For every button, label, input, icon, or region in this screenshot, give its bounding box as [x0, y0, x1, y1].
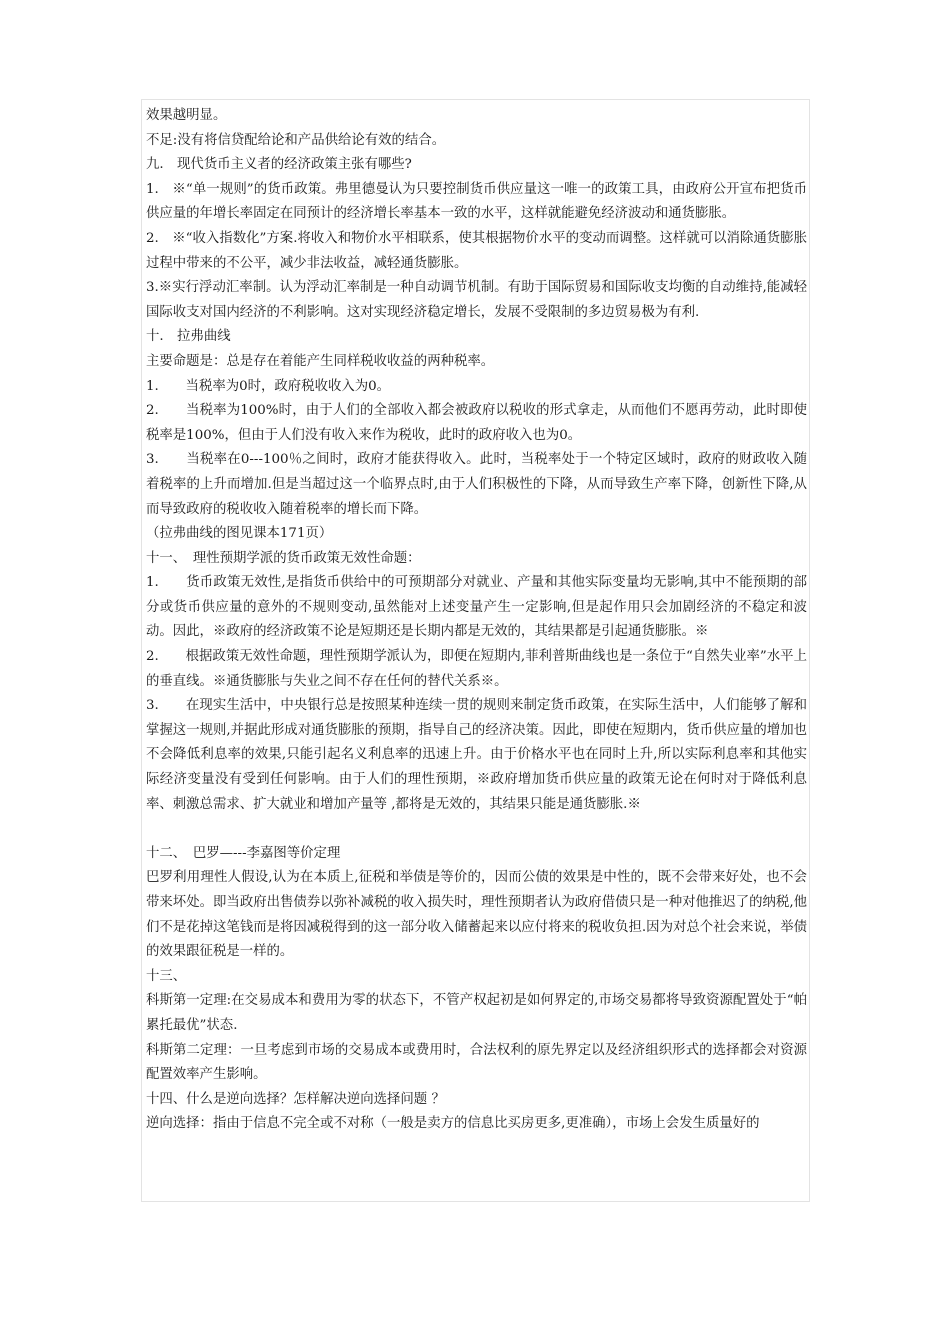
paragraph-11-1: 1. 货币政策无效性,是指货币供给中的可预期部分对就业、产量和其他实际变量均无影响,其中不能预期的部分或货币供应量的意外的不规则变动,虽然能对上述变量产生一定影响,但是起作用只会加剧经济的不稳定和波动。因此，※政府的经济政策不论是短期还是长期内都是无效的，其结果都是引起通货膨胀。※	[146, 575, 807, 640]
document-page	[141, 99, 810, 1202]
paragraph-9-3: 3.※实行浮动汇率制。认为浮动汇率制是一种自动调节机制。有助于国际贸易和国际收支均衡的自动维持,能减轻国际收支对国内经济的不利影响。这对实现经济稳定增长，发展不受限制的多边贸易极为有利.	[146, 280, 807, 320]
paragraph-10-3: 3. 当税率在0---100％之间时，政府才能获得收入。此时，当税率处于一个特定区域时，政府的财政收入随着税率的上升而增加.但是当超过这一个临界点时,由于人们积极性的下降，从而导致生产率下降，创新性下降,从而导致政府的税收收入随着税率的增长而下降。	[146, 452, 807, 517]
paragraph-13-first-theorem: 科斯第一定理:在交易成本和费用为零的状态下，不管产权起初是如何界定的,市场交易都将导致资源配置处于“帕累托最优”状态.	[146, 993, 807, 1033]
paragraph-9-1: 1. ※“单一规则”的货币政策。弗里德曼认为只要控制货币供应量这一唯一的政策工具，由政府公开宣布把货币供应量的年增长率固定在同预计的经济增长率基本一致的水平，这样就能避免经济波动和通货膨胀。	[146, 181, 807, 222]
paragraph-13-second-theorem: 科斯第二定理：一旦考虑到市场的交易成本或费用时，合法权利的原先界定以及经济组织形式的选择都会对资源配置效率产生影响。	[146, 1042, 807, 1083]
heading-section-11: 十一、 理性预期学派的货币政策无效性命题：	[146, 550, 421, 566]
paragraph-10-2: 2. 当税率为100%时，由于人们的全部收入都会被政府以税收的形式拿走，从而他们不愿再劳动，此时即使税率是100%，但由于人们没有收入来作为税收，此时的政府收入也为0。	[146, 403, 807, 443]
paragraph-11-2: 2. 根据政策无效性命题，理性预期学派认为，即便在短期内,菲利普斯曲线也是一条位于“自然失业率”水平上的垂直线。※通货膨胀与失业之间不存在任何的替代关系※。	[146, 649, 807, 689]
heading-section-14: 十四、什么是逆向选择？怎样解决逆向选择问题 ？	[146, 1091, 445, 1107]
paragraph-continuation: 效果越明显。	[146, 108, 227, 123]
heading-section-13: 十三、	[146, 968, 187, 984]
blank-line	[146, 817, 807, 842]
paragraph-10-note: （拉弗曲线的图见课本171页）	[146, 526, 333, 542]
paragraph-12: 巴罗利用理性人假设,认为在本质上,征税和举债是等价的，因而公债的效果是中性的，既不会带来好处，也不会带来坏处。即当政府出售债券以弥补减税的收入损失时，理性预期者认为政府借债只是一种对他推迟了的纳税,他们不是花掉这笔钱而是将因减税得到的这一部分收入储蓄起来以应付将来的税收负担.因为对总个社会来说，举债的效果跟征税是一样的。	[146, 870, 807, 960]
paragraph-9-2: 2. ※“收入指数化”方案.将收入和物价水平相联系，使其根据物价水平的变动而调整。这样就可以消除通货膨胀过程中带来的不公平，减少非法收益，减轻通货膨胀。	[146, 230, 807, 271]
paragraph-14: 逆向选择：指由于信息不完全或不对称（一般是卖方的信息比买房更多,更准确），市场上会发生质量好的	[146, 1116, 760, 1132]
paragraph-11-3: 3. 在现实生活中，中央银行总是按照某种连续一贯的规则来制定货币政策，在实际生活中，人们能够了解和掌握这一规则,并据此形成对通货膨胀的预期，指导自己的经济决策。因此，即使在短期内，货币供应量的增加也不会降低利息率的效果,只能引起名义利息率的迅速上升。由于价格水平也在同时上升,所以实际利息率和其他实际经济变量没有受到任何影响。由于人们的理性预期，※政府增加货币供应量的政策无论在何时对于降低利息率、刺激总需求、扩大就业和增加产量等 ,都将是无效的，其结果只能是通货膨胀.※	[146, 698, 807, 812]
heading-section-9: 九. 现代货币主义者的经济政策主张有哪些?	[146, 157, 412, 173]
paragraph-10-1: 1. 当税率为0时，政府税收收入为0。	[146, 378, 391, 394]
paragraph-shortcoming: 不足:没有将信贷配给论和产品供给论有效的结合。	[146, 132, 446, 148]
text-column	[146, 104, 807, 1137]
heading-section-12: 十二、 巴罗—---李嘉图等价定理	[146, 845, 341, 861]
heading-section-10: 十. 拉弗曲线	[146, 329, 231, 345]
paragraph-10-intro: 主要命题是：总是存在着能产生同样税收收益的两种税率。	[146, 353, 495, 369]
